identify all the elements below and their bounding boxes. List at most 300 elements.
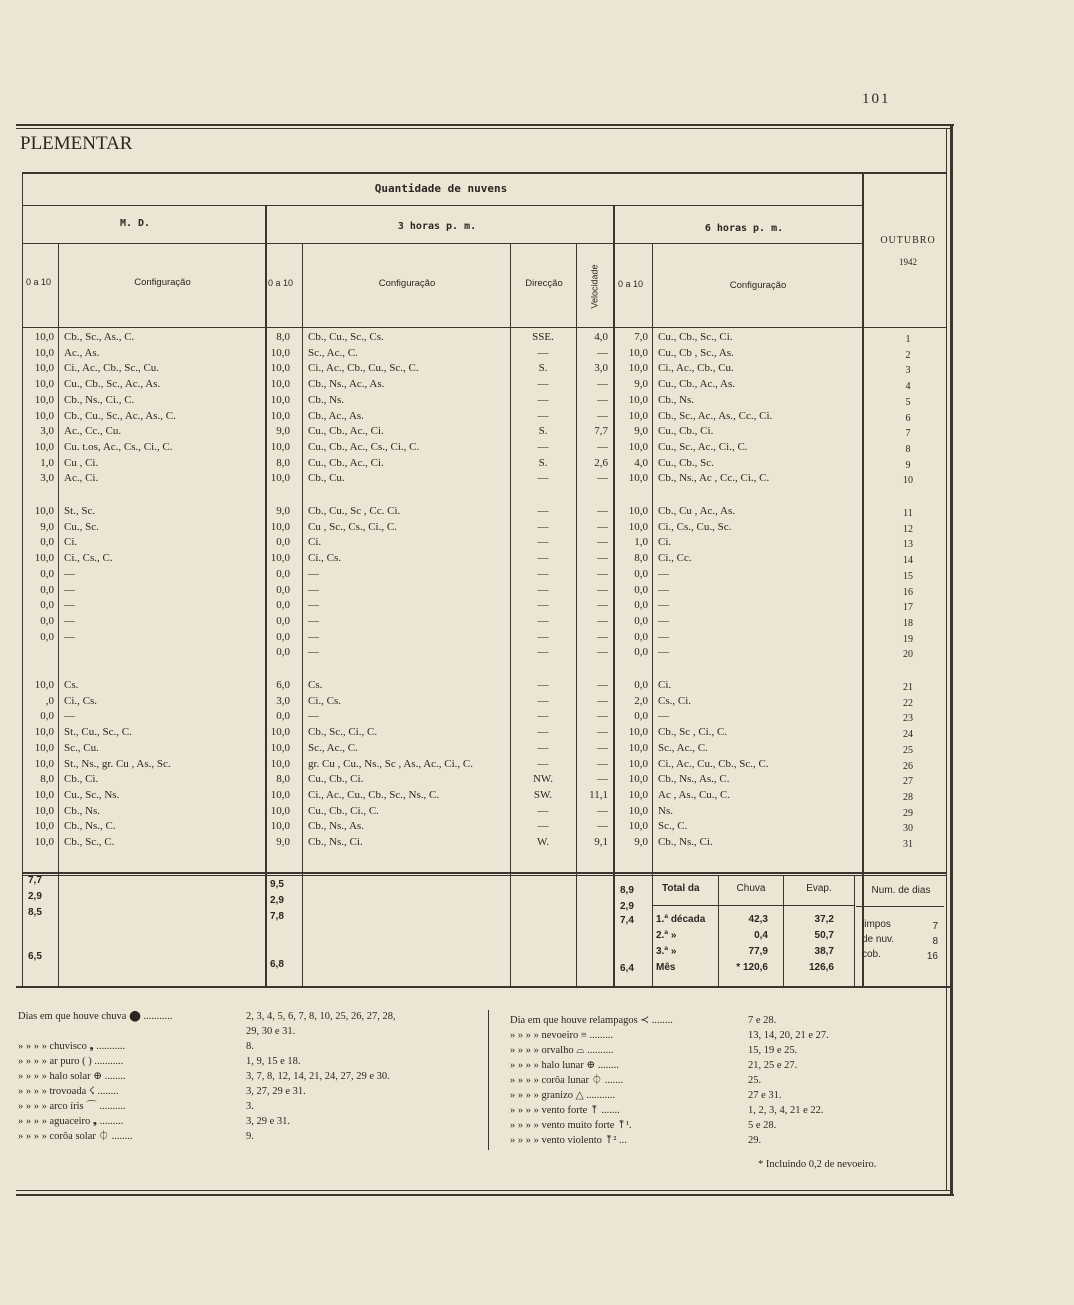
h3-value: 0,0 bbox=[276, 599, 290, 611]
md-config: Cu. t.os, Ac., Cs., Ci., C. bbox=[64, 441, 173, 453]
md-config: Ci., Cs., C. bbox=[64, 552, 113, 564]
h3-direction: — bbox=[537, 646, 549, 658]
h3-value: 10,0 bbox=[270, 726, 290, 738]
h6-value: 0,0 bbox=[634, 646, 648, 658]
dias-header-line bbox=[856, 906, 944, 907]
col-line-dir bbox=[510, 244, 511, 986]
day-number: 1 bbox=[905, 334, 911, 345]
group-header-line bbox=[22, 205, 862, 206]
h6-config: — bbox=[658, 615, 669, 627]
h3-velocity: — bbox=[597, 773, 608, 785]
header-year: 1942 bbox=[899, 257, 917, 267]
md-value: 10,0 bbox=[34, 742, 54, 754]
h3-direction: SW. bbox=[533, 789, 553, 801]
day-number: 31 bbox=[903, 839, 913, 850]
h6-value: 10,0 bbox=[628, 773, 648, 785]
h6-config: Cu., Cb , Sc., As. bbox=[658, 347, 734, 359]
md-config: Cu., Sc., Ns. bbox=[64, 789, 120, 801]
footnotes_right-label: » » » » vento forte ⤒ ....... bbox=[510, 1105, 620, 1116]
h6-config: Cu., Cb., Sc. bbox=[658, 457, 714, 469]
h3-direction: — bbox=[537, 552, 549, 564]
day-number: 6 bbox=[905, 413, 911, 424]
h6-value: 8,0 bbox=[634, 552, 648, 564]
h3-value: 0,0 bbox=[276, 710, 290, 722]
h3-value: 8,0 bbox=[276, 773, 290, 785]
h3-value: 0,0 bbox=[276, 568, 290, 580]
day-number: 28 bbox=[903, 792, 913, 803]
footnotes_left-label: » » » » halo solar ⊕ ........ bbox=[18, 1071, 126, 1082]
md-value: 10,0 bbox=[34, 789, 54, 801]
h6-value: 10,0 bbox=[628, 742, 648, 754]
md-value: ,0 bbox=[45, 695, 54, 707]
h6-value: 10,0 bbox=[628, 394, 648, 406]
footnotes_right-value: 29. bbox=[748, 1135, 762, 1146]
h3-value: 10,0 bbox=[270, 410, 290, 422]
h3-direction: — bbox=[537, 599, 549, 611]
h3-direction: — bbox=[537, 758, 549, 770]
footnotes_left-label: » » » » corôa solar ⏀ ........ bbox=[18, 1131, 133, 1142]
dias-value: 16 bbox=[926, 951, 938, 962]
day-number: 2 bbox=[905, 350, 911, 361]
h3-value: 10,0 bbox=[270, 552, 290, 564]
day-number: 20 bbox=[903, 649, 913, 660]
h3-value: 10,0 bbox=[270, 805, 290, 817]
h3-config: — bbox=[308, 615, 319, 627]
summary-header-line bbox=[652, 905, 854, 906]
md-summary-value: 2,9 bbox=[28, 891, 42, 902]
md-value: 10,0 bbox=[34, 679, 54, 691]
footnotes_right-label: Dia em que houve relampagos ≺ ........ bbox=[510, 1015, 673, 1026]
h3-config: Cb., Ac., As. bbox=[308, 410, 364, 422]
h3-direction: — bbox=[537, 679, 549, 691]
header-6h-scale: 0 a 10 bbox=[618, 279, 644, 289]
h3-value: 0,0 bbox=[276, 584, 290, 596]
h6-value: 0,0 bbox=[634, 710, 648, 722]
dias-value: 7 bbox=[932, 921, 938, 932]
h3-direction: — bbox=[537, 505, 549, 517]
h6-config: Ac , As., Cu., C. bbox=[658, 789, 731, 801]
h3-config: Cb., Cu. bbox=[308, 472, 345, 484]
h3-velocity: 11,1 bbox=[589, 789, 608, 801]
h3-config: Cb., Ns., As. bbox=[308, 820, 364, 832]
md-summary-value: 8,5 bbox=[28, 907, 42, 918]
md-config: Ci. bbox=[64, 536, 78, 548]
h6-config: Ci. bbox=[658, 536, 672, 548]
md-value: 10,0 bbox=[34, 347, 54, 359]
h3-config: Sc., Ac., C. bbox=[308, 347, 358, 359]
md-config: Ci., Ac., Cb., Sc., Cu. bbox=[64, 362, 160, 374]
page-number: 101 bbox=[862, 91, 891, 107]
h3-velocity: — bbox=[597, 631, 608, 643]
h3-velocity: — bbox=[597, 394, 608, 406]
footnotes_left-label: » » » » chuvisco ❟ ........... bbox=[18, 1041, 126, 1052]
h3-config: — bbox=[308, 599, 319, 611]
h3-velocity: — bbox=[597, 584, 608, 596]
h6-value: 10,0 bbox=[628, 505, 648, 517]
md-config: Sc., Cu. bbox=[64, 742, 99, 754]
h3-velocity: — bbox=[597, 441, 608, 453]
h6-value: 0,0 bbox=[634, 568, 648, 580]
h6-config: Ci., Ac., Cb., Cu. bbox=[658, 362, 734, 374]
h3-direction: — bbox=[537, 394, 549, 406]
h6-value: 9,0 bbox=[634, 836, 648, 848]
h6-value: 10,0 bbox=[628, 410, 648, 422]
h3-config: Sc., Ac., C. bbox=[308, 742, 358, 754]
md-value: 0,0 bbox=[40, 710, 54, 722]
footnotes_left-value: 3, 7, 8, 12, 14, 21, 24, 27, 29 e 30. bbox=[246, 1071, 390, 1082]
md-config: Cb., Ns., C. bbox=[64, 820, 116, 832]
col-line-3h-val bbox=[302, 244, 303, 986]
h6-value: 0,0 bbox=[634, 631, 648, 643]
day-number: 18 bbox=[903, 618, 913, 629]
frame-bottom-line-2 bbox=[16, 1194, 954, 1196]
h6-config: Cb., Cu , Ac., As. bbox=[658, 505, 736, 517]
header-md: M. D. bbox=[119, 218, 151, 229]
day-number: 29 bbox=[903, 808, 913, 819]
footnotes_right-label: » » » » vento violento ⤒² ... bbox=[510, 1135, 627, 1146]
h3-velocity: 7,7 bbox=[594, 425, 608, 437]
day-number: 26 bbox=[903, 761, 913, 772]
page-title: PLEMENTAR bbox=[20, 133, 133, 154]
md-config: Cu , Ci. bbox=[64, 457, 99, 469]
footnotes_left-value: 8. bbox=[246, 1041, 254, 1052]
h3-value: 10,0 bbox=[270, 820, 290, 832]
h3-direction: NW. bbox=[532, 773, 554, 785]
decada-chuva: 0,4 bbox=[754, 930, 768, 941]
h3-config: — bbox=[308, 631, 319, 643]
day-number: 27 bbox=[903, 776, 913, 787]
footnotes_left-value: 3, 29 e 31. bbox=[246, 1116, 291, 1127]
md-value: 9,0 bbox=[40, 521, 54, 533]
day-number: 25 bbox=[903, 745, 913, 756]
md-config: Cb., Cu., Sc., Ac., As., C. bbox=[64, 410, 176, 422]
day-number: 12 bbox=[903, 524, 913, 535]
h3-value: 10,0 bbox=[270, 347, 290, 359]
h3-value: 10,0 bbox=[270, 378, 290, 390]
h6-config: — bbox=[658, 646, 669, 658]
day-number: 24 bbox=[903, 729, 913, 740]
h3-config: Cu., Cb., Ac., Cs., Ci., C. bbox=[308, 441, 420, 453]
decada-chuva: * 120,6 bbox=[736, 962, 768, 973]
h3-value: 6,0 bbox=[276, 679, 290, 691]
h6-config: Cu., Cb., Sc., Ci. bbox=[658, 331, 733, 343]
footnotes_left-label: » » » » trovoada ☇ ........ bbox=[18, 1086, 119, 1097]
footnotes_right-value: 27 e 31. bbox=[748, 1090, 782, 1101]
h6-value: 4,0 bbox=[634, 457, 648, 469]
h3-direction: W. bbox=[536, 836, 550, 848]
h3-velocity: — bbox=[597, 646, 608, 658]
h3-value: 10,0 bbox=[270, 758, 290, 770]
md-value: 3,0 bbox=[40, 425, 54, 437]
footnotes_right-label: » » » » nevoeiro ≡ ......... bbox=[510, 1030, 614, 1041]
h6-config: Cb., Ns., As., C. bbox=[658, 773, 730, 785]
md-config: — bbox=[64, 568, 75, 580]
h3-velocity: — bbox=[597, 615, 608, 627]
footnotes_left-label: Dias em que houve chuva ⬤ ........... bbox=[18, 1011, 173, 1022]
md-value: 10,0 bbox=[34, 410, 54, 422]
subheader-line bbox=[22, 243, 862, 244]
footnotes_right-label: » » » » granizo △ ........... bbox=[510, 1090, 616, 1101]
summary-line-chuva bbox=[718, 876, 719, 986]
h6-config: Cb., Ns., Ac , Cc., Ci., C. bbox=[658, 472, 770, 484]
h3-velocity: 2,6 bbox=[594, 457, 608, 469]
decada-label: 3.ª » bbox=[656, 946, 677, 957]
summary-top-line bbox=[22, 872, 946, 874]
day-number: 8 bbox=[905, 444, 911, 455]
md-value: 10,0 bbox=[34, 726, 54, 738]
h3-direction: — bbox=[537, 347, 549, 359]
h6-config: Ci., Cc. bbox=[658, 552, 692, 564]
day-number: 3 bbox=[905, 365, 911, 376]
h6-value: 9,0 bbox=[634, 425, 648, 437]
h6-config: — bbox=[658, 568, 669, 580]
md-config: Cb., Ci. bbox=[64, 773, 99, 785]
decada-evap: 50,7 bbox=[814, 930, 834, 941]
footnotes_right-value: 15, 19 e 25. bbox=[748, 1045, 798, 1056]
h3-velocity: — bbox=[597, 410, 608, 422]
md-value: 10,0 bbox=[34, 820, 54, 832]
md-value: 0,0 bbox=[40, 615, 54, 627]
header-3h-config: Configuração bbox=[378, 278, 436, 289]
md-value: 10,0 bbox=[34, 505, 54, 517]
footnotes_right-value: 21, 25 e 27. bbox=[748, 1060, 798, 1071]
md-value: 10,0 bbox=[34, 331, 54, 343]
md-config: — bbox=[64, 615, 75, 627]
header-main: Quantidade de nuvens bbox=[374, 182, 508, 195]
num-dias-label: Num. de dias bbox=[871, 885, 931, 896]
h6-config: — bbox=[658, 710, 669, 722]
total-label: Total da bbox=[662, 883, 700, 894]
h3-velocity: — bbox=[597, 710, 608, 722]
h3-config: Cs. bbox=[308, 679, 323, 691]
h3-value: 10,0 bbox=[270, 742, 290, 754]
h3-summary-value: 7,8 bbox=[270, 911, 284, 922]
h6-config: Sc., Ac., C. bbox=[658, 742, 708, 754]
md-config: — bbox=[64, 631, 75, 643]
h3-config: — bbox=[308, 646, 319, 658]
footnotes_right-label: » » » » corôa lunar ⏀ ....... bbox=[510, 1075, 624, 1086]
h3-direction: — bbox=[537, 472, 549, 484]
header-md-scale: 0 a 10 bbox=[26, 277, 52, 287]
header-month: OUTUBRO bbox=[880, 235, 936, 246]
md-config: Cu., Cb., Sc., Ac., As. bbox=[64, 378, 161, 390]
h3-direction: — bbox=[537, 742, 549, 754]
day-number: 16 bbox=[903, 587, 913, 598]
h3-config: Cu., Cb., Ci. bbox=[308, 773, 364, 785]
md-config: Cb., Sc., C. bbox=[64, 836, 115, 848]
footnotes_right-value: 1, 2, 3, 4, 21 e 22. bbox=[748, 1105, 824, 1116]
day-number: 14 bbox=[903, 555, 913, 566]
md-value: 10,0 bbox=[34, 805, 54, 817]
h6-value: 10,0 bbox=[628, 820, 648, 832]
h6-config: Ci., Cs., Cu., Sc. bbox=[658, 521, 732, 533]
h6-config: Cu., Sc., Ac., Ci., C. bbox=[658, 441, 748, 453]
h3-velocity: — bbox=[597, 599, 608, 611]
footnotes_left-label: » » » » ar puro ( ) ........... bbox=[18, 1056, 124, 1067]
h3-velocity: — bbox=[597, 472, 608, 484]
h3-velocity: 4,0 bbox=[594, 331, 608, 343]
h3-config: Ci. bbox=[308, 536, 322, 548]
h6-config: Ns. bbox=[658, 805, 673, 817]
h3-velocity: — bbox=[597, 505, 608, 517]
md-config: Ac., As. bbox=[64, 347, 100, 359]
day-number: 17 bbox=[903, 602, 913, 613]
h3-value: 9,0 bbox=[276, 425, 290, 437]
h3-config: Cu , Sc., Cs., Ci., C. bbox=[308, 521, 397, 533]
h6-value: 10,0 bbox=[628, 441, 648, 453]
footnote-divider bbox=[488, 1010, 489, 1150]
h6-config: Cs., Ci. bbox=[658, 695, 692, 707]
h3-value: 8,0 bbox=[276, 331, 290, 343]
h3-value: 10,0 bbox=[270, 472, 290, 484]
h3-direction: — bbox=[537, 584, 549, 596]
footnotes_left-value: 1, 9, 15 e 18. bbox=[246, 1056, 301, 1067]
decada-evap: 126,6 bbox=[808, 962, 834, 973]
md-value: 0,0 bbox=[40, 536, 54, 548]
h3-value: 8,0 bbox=[276, 457, 290, 469]
h6-config: Cb., Sc., Ac., As., Cc., Ci. bbox=[658, 410, 773, 422]
h6-value: 10,0 bbox=[628, 347, 648, 359]
h3-velocity: 3,0 bbox=[594, 362, 608, 374]
h3-direction: — bbox=[537, 820, 549, 832]
md-config: — bbox=[64, 584, 75, 596]
footnotes_left-value: 3, 27, 29 e 31. bbox=[246, 1086, 306, 1097]
md-value: 10,0 bbox=[34, 394, 54, 406]
h3-value: 10,0 bbox=[270, 441, 290, 453]
h6-config: — bbox=[658, 599, 669, 611]
summary-top-line-2 bbox=[22, 875, 946, 876]
h3-value: 0,0 bbox=[276, 536, 290, 548]
h3-direction: — bbox=[537, 805, 549, 817]
day-number: 4 bbox=[905, 381, 911, 392]
h3-config: Ci., Ac., Cu., Cb., Sc., Ns., C. bbox=[308, 789, 440, 801]
header-3h: 3 horas p. m. bbox=[397, 221, 477, 232]
footnotes_left-value: 3. bbox=[246, 1101, 254, 1112]
h3-summary-value: 6,8 bbox=[270, 959, 284, 970]
decada-chuva: 77,9 bbox=[748, 946, 768, 957]
frame-bottom-line bbox=[16, 1190, 950, 1191]
h6-config: — bbox=[658, 584, 669, 596]
h6-value: 10,0 bbox=[628, 805, 648, 817]
h3-config: Cb., Cu., Sc , Cc. Ci. bbox=[308, 505, 401, 517]
h3-velocity: — bbox=[597, 378, 608, 390]
h3-velocity: — bbox=[597, 552, 608, 564]
md-config: St., Ns., gr. Cu , As., Sc. bbox=[64, 758, 171, 770]
h3-direction: S. bbox=[538, 362, 548, 374]
day-number: 23 bbox=[903, 713, 913, 724]
h3-value: 3,0 bbox=[276, 695, 290, 707]
h6-config: — bbox=[658, 631, 669, 643]
decada-evap: 37,2 bbox=[814, 914, 834, 925]
day-number: 11 bbox=[903, 508, 913, 519]
h6-config: Cb., Ns. bbox=[658, 394, 695, 406]
footnotes_right-label: » » » » vento muito forte ⤒¹. bbox=[510, 1120, 632, 1131]
md-value: 0,0 bbox=[40, 568, 54, 580]
h3-direction: S. bbox=[538, 425, 548, 437]
h3-config: Cb., Ns., Ci. bbox=[308, 836, 363, 848]
h3-value: 0,0 bbox=[276, 615, 290, 627]
h3-config: Cu., Cb., Ac., Ci. bbox=[308, 457, 384, 469]
md-summary-value: 7,7 bbox=[28, 875, 42, 886]
md-value: 10,0 bbox=[34, 378, 54, 390]
h3-velocity: — bbox=[597, 758, 608, 770]
col-line-vel bbox=[576, 244, 577, 986]
table-top-border bbox=[22, 172, 946, 174]
footnotes_left-value: 2, 3, 4, 5, 6, 7, 8, 10, 25, 26, 27, 28, bbox=[246, 1011, 396, 1022]
md-value: 3,0 bbox=[40, 472, 54, 484]
h3-direction: — bbox=[537, 441, 549, 453]
h3-direction: — bbox=[537, 631, 549, 643]
footnotes_left-value: 9. bbox=[246, 1131, 254, 1142]
h3-velocity: 9,1 bbox=[594, 836, 608, 848]
h6-value: 10,0 bbox=[628, 362, 648, 374]
dias-label: de nuv. bbox=[862, 934, 895, 945]
h3-summary-value: 2,9 bbox=[270, 895, 284, 906]
h3-value: 10,0 bbox=[270, 394, 290, 406]
h6-config: Sc., C. bbox=[658, 820, 688, 832]
h6-value: 9,0 bbox=[634, 378, 648, 390]
chuva-label: Chuva bbox=[736, 883, 766, 894]
table-bottom-line bbox=[16, 986, 950, 988]
h3-config: — bbox=[308, 710, 319, 722]
md-value: 8,0 bbox=[40, 773, 54, 785]
header-6h-config: Configuração bbox=[729, 280, 787, 291]
h3-config: gr. Cu , Cu., Ns., Sc , As., Ac., Ci., C. bbox=[308, 758, 474, 770]
h3-config: Ci., Cs. bbox=[308, 695, 342, 707]
md-summary-value: 6,5 bbox=[28, 951, 42, 962]
md-config: Cb., Ns. bbox=[64, 805, 101, 817]
h3-direction: — bbox=[537, 378, 549, 390]
footnote-star: * Incluindo 0,2 de nevoeiro. bbox=[758, 1159, 877, 1170]
h3-value: 0,0 bbox=[276, 631, 290, 643]
footnotes_right-value: 5 e 28. bbox=[748, 1120, 777, 1131]
h3-direction: — bbox=[537, 410, 549, 422]
md-value: 0,0 bbox=[40, 631, 54, 643]
md-config: Ac., Cc., Cu. bbox=[64, 425, 122, 437]
h3-velocity: — bbox=[597, 820, 608, 832]
frame-top-line-2 bbox=[16, 128, 950, 129]
footnotes_left-label: » » » » arco íris ⌒ .......... bbox=[18, 1101, 126, 1112]
footnotes_left-value: 29, 30 e 31. bbox=[246, 1026, 296, 1037]
h3-value: 10,0 bbox=[270, 362, 290, 374]
day-number: 7 bbox=[905, 428, 911, 439]
h6-value: 10,0 bbox=[628, 758, 648, 770]
header-velocidade: Velocidade bbox=[589, 264, 600, 309]
h6-value: 1,0 bbox=[634, 536, 648, 548]
decada-chuva: 42,3 bbox=[748, 914, 768, 925]
h3-direction: — bbox=[537, 615, 549, 627]
md-value: 10,0 bbox=[34, 758, 54, 770]
col-line-6h-val bbox=[652, 244, 653, 986]
footnotes_right-value: 25. bbox=[748, 1075, 762, 1086]
md-config: — bbox=[64, 710, 75, 722]
frame-top-line bbox=[16, 124, 954, 126]
dias-label: cob. bbox=[862, 949, 881, 960]
decada-label: 1.ª década bbox=[656, 914, 706, 925]
h6-value: 10,0 bbox=[628, 789, 648, 801]
md-config: — bbox=[64, 599, 75, 611]
h3-config: Cu., Cb., Ac., Ci. bbox=[308, 425, 384, 437]
h3-value: 9,0 bbox=[276, 505, 290, 517]
footnotes_left-label: » » » » aguaceiro ❟ ......... bbox=[18, 1116, 124, 1127]
day-number: 5 bbox=[905, 397, 911, 408]
md-value: 1,0 bbox=[40, 457, 54, 469]
h3-config: Cb., Cu., Sc., Cs. bbox=[308, 331, 384, 343]
h3-velocity: — bbox=[597, 347, 608, 359]
h6-summary-value: 8,9 bbox=[620, 885, 634, 896]
header-md-config: Configuração bbox=[134, 277, 191, 288]
h3-direction: — bbox=[537, 536, 549, 548]
